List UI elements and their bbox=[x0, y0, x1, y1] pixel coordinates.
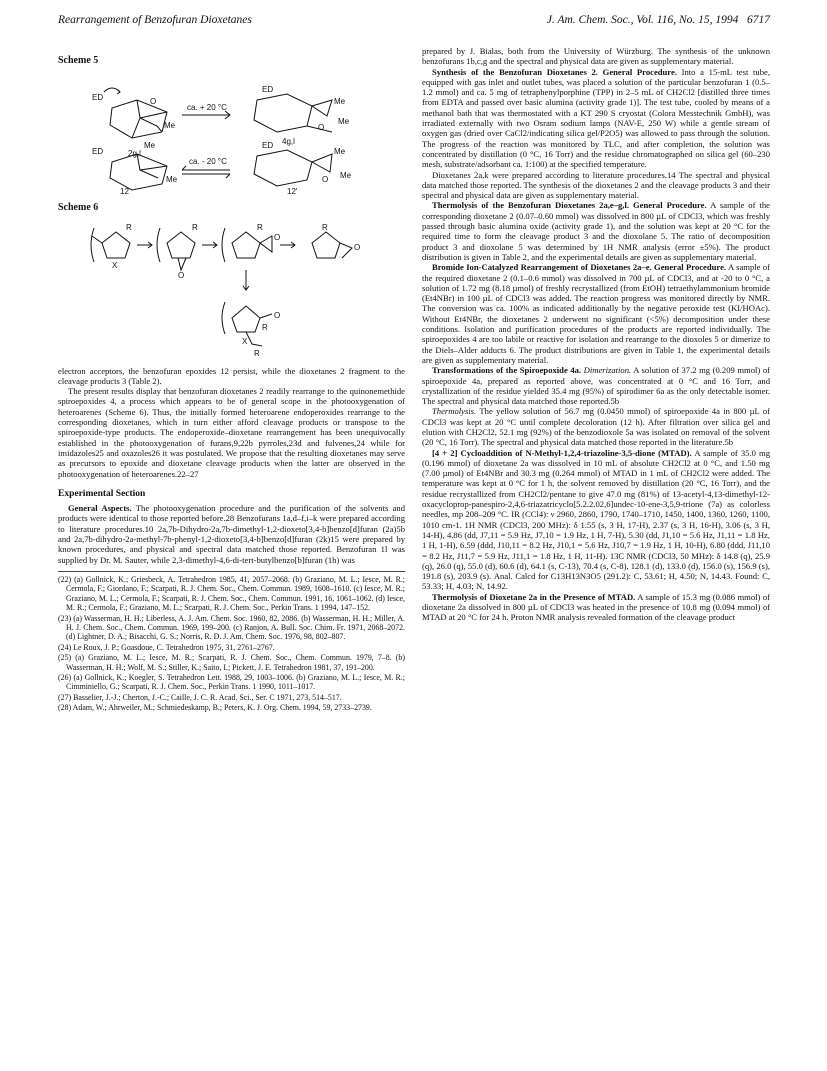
running-title: Rearrangement of Benzofuran Dioxetanes bbox=[58, 14, 252, 26]
general-aspects-text: The photooxygenation procedure and the purification of the solvents and products were identical to those reported before.28 Benzofurans 1a,d–f,i–k were prepared according to literature procedures.10 2a,7b-Dihydro-2a,7b-dimethyl-1,2-dioxeto[3,4-b]benzo[d]furan (2a)5b and 2a,7b-dihydro-2a-methyl-7b-phenyl-1,2-dioxeto[3,4-b]benzo[d]furan (2k)15 were prepared by known procedures, and physical and spectral data matched those reported. Benzofuran 1l was supplied by Dr. M. Sauter, while 2,3-dimethyl-4,6-di-tert-butylbenzo[b]furan (1h) was bbox=[58, 503, 405, 565]
transformations-text: A solution of 37.2 mg (0.209 mmol) of spiroepoxide 4a, prepared as reported above, was concentrated at 0 °C and 16 Torr, and crystallization of the residue yielded 35.4 mg (95%) of spirodimer 6a as the only detectable isomer. The spectral and physical data matched those reported.5b bbox=[422, 365, 771, 407]
mtad-thermolysis-runin: Thermolysis of Dioxetane 2a in the Presence of MTAD. bbox=[432, 591, 636, 602]
references-list bbox=[58, 571, 405, 713]
scheme6-x-2: X bbox=[241, 336, 247, 346]
journal-name: J. Am. Chem. Soc., Vol. 116, No. 15, 1994 bbox=[546, 14, 739, 26]
scheme6-r-6: R bbox=[253, 348, 260, 358]
scheme6-r-4: R bbox=[321, 222, 328, 232]
scheme6-o-4: O bbox=[273, 310, 280, 320]
scheme5-me-label-row2-right: Me bbox=[333, 147, 345, 157]
dioxetanes-paragraph: Dioxetanes 2a,k were prepared according to literature procedures.14 The spectral and physical data matched those reported. The synthesis of the dioxetanes 2 and the cleavage products 3 and their spectral and physical data are given as supplementary material. bbox=[422, 169, 770, 201]
left-paragraph-1: electron acceptors, the benzofuran epoxides 12 persist, while the dioxetanes 2 fragment to the cleavage products 3 (Table 2). bbox=[58, 365, 405, 386]
bromide-paragraph bbox=[422, 262, 770, 365]
synthesis-runin: Synthesis of the Benzofuran Dioxetanes 2. General Procedure. bbox=[432, 66, 677, 77]
left-column bbox=[58, 46, 405, 714]
thermolysis-4a-paragraph bbox=[422, 406, 770, 447]
scheme6-o-3: O bbox=[353, 242, 360, 252]
reference-22: (22) (a) Gollnick, K.; Griesbeck, A. Tetrahedron 1985, 41, 2057–2068. (b) Graziano, M. L.; Iesce, M. R.; Cermola, F.; Giordano, F.; Scarpati, R. J. Chem. Soc., Chem. Commun. 1989, 1608–1610. (c) Iesce, M. R.; Graziano, M. L.; Cermola, F.; Scarpati, R. J. Chem. Soc., Chem. Commun. 1991, 16, 1061–1062. (d) Iesce, M. R.; Cermola, F.; Graziano, M. L.; Scarpati, R. J. Chem. Soc., Perkin Trans. 1 1994, 147–152. bbox=[58, 574, 405, 613]
bromide-runin: Bromide Ion-Catalyzed Rearrangement of Dioxetanes 2a–e. General Procedure. bbox=[432, 262, 727, 273]
scheme5-figure bbox=[82, 70, 382, 195]
scheme6-x-1: X bbox=[111, 260, 117, 270]
thermolysis-4a-text: The yellow solution of 56.7 mg (0.0450 mmol) of spiroepoxide 4a in 800 µL of CDCl3 was kept at 20 °C until complete decoloration (12 h). After filtration over silica gel and elution with CH2Cl2, 52.1 mg (92%) of the benzodioxole 5a was isolated on removal of the solvent (20 °C, 16 Torr). The spectral and physical data matched those reported in the literature.5b bbox=[422, 406, 771, 448]
cycloaddition-paragraph bbox=[422, 448, 770, 592]
running-header bbox=[58, 14, 770, 32]
scheme5-ed-label-row2-right: ED bbox=[261, 141, 273, 151]
general-aspects-paragraph bbox=[58, 503, 405, 565]
scheme5-left-compound: 2g,l bbox=[127, 149, 141, 159]
thermolysis-runin: Thermolysis of the Benzofuran Dioxetanes 2a,e–g,l. General Procedure. bbox=[432, 200, 707, 211]
right-paragraph-1: prepared by J. Bialas, both from the University of Würzburg. The synthesis of the unknown benzofurans 1b,c,g and the spectral and physical data are given as supplementary material. bbox=[422, 46, 770, 67]
scheme6-figure bbox=[82, 218, 382, 360]
reference-23: (23) (a) Wasserman, H. H.; Liberless, A. J. Am. Chem. Soc. 1960, 82, 2086. (b) Wasserman, H. H.; Miller, A. H. J. Chem. Soc., Chem. Commun. 1969, 199–200. (c) Ranjon, A. Bull. Soc. Chim. Fr. 1971, 2068–2072. (d) Lightner, D. A.; Bisacchi, G. S.; Norris, R. D. J. Am. Chem. Soc. 1976, 98, 802–807. bbox=[58, 613, 405, 642]
scheme5-o-label-row2-right: O bbox=[321, 175, 328, 185]
page-number: 6717 bbox=[747, 14, 770, 26]
scheme6-r-3: R bbox=[256, 222, 263, 232]
bromide-text: A sample of the required dioxetane 2 (0.1–0.6 mmol) was dissolved in 700 µL of CDCl3, and at -20 to 0 °C, a solution of 1.72 mg (8.18 µmol) of freshly recrystallized (from EtOH) tetraethylammonium bromide (Et4NBr) in 100 µL of CDCl3 was added. The reaction progress was monitored directly by NMR. The conversion was ca. 100% as indicated additionally by the negative peroxide test (KI/HOAc). Without Et4NBr, the dioxetanes 2 underwent no significant (<5%) decomposition under these conditions. Isolation and purification procedures of the products are reported individually. The spiroepoxides 4 are too labile or reactive for isolation and rearrange to the dioxoles 5 or dimerize to the Diels–Alder adducts 6. The product distributions are given in Table 1, the experimental details are given as supplementary material. bbox=[422, 262, 770, 365]
thermolysis-paragraph bbox=[422, 200, 770, 262]
general-aspects-runin: General Aspects. bbox=[68, 503, 132, 514]
scheme5-row2-arrow-condition: ca. - 20 °C bbox=[188, 157, 227, 167]
journal-citation bbox=[547, 14, 770, 26]
scheme5-arrow-condition: ca. + 20 °C bbox=[186, 103, 227, 113]
scheme6-o-1: O bbox=[177, 270, 184, 280]
scheme5-me-label-2: Me bbox=[143, 141, 155, 151]
scheme5-o-label: O bbox=[149, 97, 156, 107]
reference-25: (25) (a) Graziano, M. L.; Iesce, M. R.; Scarpati, R. J. Chem. Soc., Chem. Commun. 1979, 7–8. (b) Wasserman, H. H.; Wolf, M. S.; Stiller, K.; Saito, I.; Pickett, J. E. Tetrahedron 1981, 37, 191–200. bbox=[58, 653, 405, 672]
scheme6-r-5: R bbox=[261, 322, 268, 332]
scheme6-title: Scheme 6 bbox=[58, 202, 99, 214]
left-paragraph-2: The present results display that benzofuran dioxetanes 2 readily rearrange to the quinonemethide spiroepoxides 4, a process which appears to be of general scope in the photooxygenation of heteroarenes (Scheme 6). Thus, the initially formed heteroarene endoperoxides rearrange to the corresponding dioxetanes, which in turn either afford cleavage products or transpose to the spiroepoxide-type products. The endoperoxide–dioxetane rearrangement has been unequivocally established in the photooxygenation of furans,9,22b pyrroles,23d and fulvenes,24 while for imidazoles25 and oxazoles26 it was postulated. We propose that the resulting dioxetanes may serve as precursors to epoxide and dioxetane cleavage products when the latter are observed in the photooxygenation of heteroarenes.22–27 bbox=[58, 386, 405, 479]
mtad-thermolysis-text: A sample of 15.3 mg (0.086 mmol) of dioxetane 2a dissolved in 800 µL of CDCl3 was heated in the presence of 10.8 mg (0.094 mmol) of MTAD at 20 °C for 24 h. Proton NMR analysis revealed formation of the cleavage product bbox=[422, 591, 770, 623]
reference-24: (24) Le Roux, J. P.; Goasdoue, C. Tetrahedron 1975, 31, 2761–2767. bbox=[58, 642, 275, 652]
scheme5-right-compound: 4g,l bbox=[281, 137, 295, 147]
mtad-thermolysis-paragraph bbox=[422, 592, 770, 623]
scheme6-r-1: R bbox=[125, 222, 132, 232]
scheme5-row2-left-compound: 12 bbox=[119, 187, 129, 196]
reference-27: (27) Basselier, J.-J.; Cherton, J.-C.; Caille, J. C. R. Acad. Sci., Ser. C 1971, 273, 514–517. bbox=[58, 692, 342, 702]
scheme5-ed-label-right: ED bbox=[261, 85, 273, 95]
scheme5-me-label-right: Me bbox=[333, 97, 345, 107]
scheme5-me-label-row2-right-2: Me bbox=[339, 171, 351, 181]
cycloaddition-text: A sample of 35.0 mg (0.196 mmol) of dioxetane 2a was dissolved in 10 mL of absolute CH2Cl2 at 0 °C, and 1.50 mg (7.00 µmol) of Et4NBr and 30.3 mg (0.264 mmol) of MTAD in 1 mL of CH2Cl2 were added. The temperature was kept at 0 °C for 1 h, the solvent removed by distillation (20 °C, 16 Torr), and the residue recrystallized from CH2Cl2/pentane to give 47.0 mg (81%) of 13-acetyl-4,13-dimethyl-12-oxacycloprop-panespiro-2,4,6-triazatricyclo[5.2.2.02,6]undec-10-ene-3,5,9-trione (7a) as colorless needles, mp 208–209 °C. IR (CCl4): ν 2960, 2860, 1790, 1740–1710, 1450, 1400, 1360, 1260, 1100, 1010 cm-1. 1H NMR (CDCl3, 200 MHz): δ 1.55 (s, 3 H, 17-H), 2.37 (s, 3 H, 16-H), 3.06 (s, 3 H, 14-H), 4.86 (dd, J7,11 = 5.9 Hz, J7,10 = 1.9 Hz, 1 H, 7-H), 5.30 (dd, J1,10 = 5.6 Hz, J1,11 = 1.8 Hz, 1 H, 1-H), 6.59 (ddd, J10,11 = 8.2 Hz, J10,1 = 5.6 Hz, J10,7 = 1.9 Hz, 1 H, 10-H), 6.80 (ddd, J11,10 = 8.2 Hz, J11,7 = 5.9 Hz, J11,1 = 1.8 Hz, 1 H, 11-H). 13C NMR (CDCl3, 50 MHz): δ 14.8 (q), 25.9 (q), 26.0 (q), 55.0 (d), 60.6 (d), 64.1 (s, C-13), 70.4 (s, C-8), 128.1 (d), 133.0 (d), 156.0 (s), 156.9 (s), 191.8 (s), 203.9 (s). Anal. Calcd for C13H13N3O5 (291.2): C, 53.61; H, 4.50; N, 14.43. Found: C, 53.33; H, 4.03; N, 14.92. bbox=[422, 447, 770, 592]
scheme5-o-label-right: O bbox=[317, 123, 324, 133]
synthesis-paragraph bbox=[422, 67, 770, 170]
scheme5-me-label-row2: Me bbox=[165, 175, 177, 185]
reference-26: (26) (a) Gollnick, K.; Koegler, S. Tetrahedron Lett. 1988, 29, 1003–1006. (b) Graziano, M. L.; Iesce, M. R.; Cimminiello, G.; Scarpati, R. J. Chem. Soc., Perkin Trans. 1 1990, 1011–1017. bbox=[58, 673, 405, 692]
scheme5-title: Scheme 5 bbox=[58, 55, 99, 66]
dimerization-subhead: Dimerization. bbox=[583, 365, 632, 376]
scheme6-o-2: O bbox=[273, 232, 280, 242]
right-column bbox=[422, 46, 770, 623]
transformations-paragraph bbox=[422, 365, 770, 406]
transformations-runin: Transformations of the Spiroepoxide 4a. bbox=[432, 365, 582, 376]
thermolysis-subhead: Thermolysis. bbox=[432, 406, 477, 417]
scheme5-row2-right-compound: 12' bbox=[286, 187, 297, 196]
scheme5-ed-label: ED bbox=[91, 93, 103, 103]
scheme5-ed-label-row2: ED bbox=[91, 147, 103, 157]
scheme5-me-label-right-2: Me bbox=[337, 117, 349, 127]
reference-28: (28) Adam, W.; Ahrweiler, M.; Schmiedeskamp, B.; Peters, K. J. Org. Chem. 1994, 59, 2733–2739. bbox=[58, 703, 372, 713]
thermolysis-text: A sample of the corresponding dioxetane 2 (0.07–0.60 mmol) was dissolved in 800 µL of CDCl3, which was freshly passed through basic alumina oxide (activity grade 1), and the solution was kept at 20 °C for the required time to form the cleavage product 3 and the dioxolane 5. The ratio of decomposition product 3 and dioxolane 5 was determined by 1H NMR analysis (error ±5%). The product distribution is given in Table 2, and the experimental details are given as supplementary material. bbox=[422, 200, 770, 262]
synthesis-text: Into a 15-mL test tube, equipped with gas inlet and outlet tubes, was placed a solution of the particular benzofuran 1 (0.5–1.2 mmol) and ca. 5 mg of tetraphenylporphine (TPP) in 2–5 mL of CH2Cl2 [distilled three times from EDTA and passed over basic alumina (activity grade 1)]. The test tube, cooled by means of a methanol bath that was thermostated with a KT 290 S cryostat (Colora Messtechnik GmbH), was irradiated externally with two Osram sodium lamps (NAV-E, 250 W) while a gentle stream of oxygen gas (dried over CaCl2/indicating silica gel/P2O5) was allowed to pass through the solution. The progress of the reaction was monitored by TLC, and after completion, the solution was concentrated by distillation (0 °C, 16 Torr) and the residue chromatographed on silica gel (60–230 mesh, substrate/adsorbant ca. 1:100) at the specified temperature. bbox=[422, 66, 770, 170]
scheme6-r-2: R bbox=[191, 222, 198, 232]
scheme5-me-label: Me bbox=[163, 121, 175, 131]
experimental-section-title: Experimental Section bbox=[58, 488, 146, 499]
cycloaddition-runin: [4 + 2] Cycloaddition of N-Methyl-1,2,4-triazoline-3,5-dione (MTAD). bbox=[432, 447, 692, 458]
